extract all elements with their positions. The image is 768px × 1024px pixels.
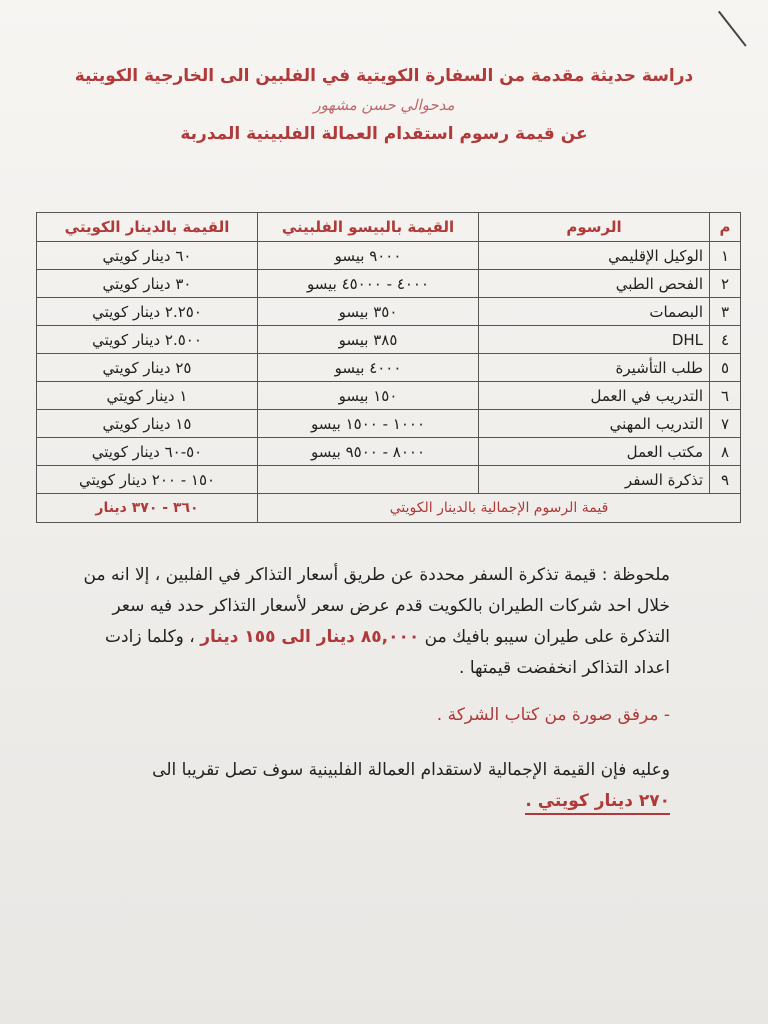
table-row [37,242,741,270]
row-fee: التدريب المهني [479,410,710,438]
row-peso: ٣٥٠ بيسو [258,298,479,326]
row-fee: تذكرة السفر [479,466,710,494]
table-row [37,438,741,466]
row-index: ٤ [710,326,741,354]
conclusion-paragraph [68,755,670,817]
row-fee: مكتب العمل [479,438,710,466]
total-label: قيمة الرسوم الإجمالية بالدينار الكويتي [258,494,741,523]
row-fee: الوكيل الإقليمي [479,242,710,270]
table-row [37,466,741,494]
row-index: ٧ [710,410,741,438]
row-kwd: ٣٠ دينار كويتي [37,270,258,298]
table-row [37,382,741,410]
row-index: ٢ [710,270,741,298]
row-fee: طلب التأشيرة [479,354,710,382]
note-paragraph [68,560,670,684]
row-peso: ٤٠٠٠ بيسو [258,354,479,382]
note-text: ملحوظة : قيمة تذكرة السفر محددة عن طريق أسعار التذاكر في الفلبين ، إلا انه من خلال احد شركات الطيران بالكويت قدم عرض سعر لأسعار التذاكر حدد فيه سعر التذكرة على طيران سيبو بافيك من [83,565,670,647]
note-highlight: ٨٥,٠٠٠ دينار الى ١٥٥ دينار [200,627,420,647]
row-peso: ٨٠٠٠ - ٩٥٠٠ بيسو [258,438,479,466]
total-row [37,494,741,523]
col-header-fee: الرسوم [479,213,710,242]
col-header-peso: القيمة بالبيسو الفلبيني [258,213,479,242]
row-index: ٣ [710,298,741,326]
document-title: دراسة حديثة مقدمة من السفارة الكويتية في الفلبين الى الخارجية الكويتية [74,66,694,86]
row-index: ٦ [710,382,741,410]
row-index: ٨ [710,438,741,466]
row-peso: ١٠٠٠ - ١٥٠٠ بيسو [258,410,479,438]
row-index: ٥ [710,354,741,382]
row-peso: ٩٠٠٠ بيسو [258,242,479,270]
table-header-row [37,213,741,242]
document-subtitle: عن قيمة رسوم استقدام العمالة الفلبينية المدربة [180,124,588,144]
note-end: ، وكلما زادت اعداد التذاكر انخفضت قيمتها . [105,627,670,678]
row-kwd: ٢٥ دينار كويتي [37,354,258,382]
row-kwd: ١ دينار كويتي [37,382,258,410]
row-kwd: ٦٠ دينار كويتي [37,242,258,270]
row-peso: ٣٨٥ بيسو [258,326,479,354]
conclusion-text: وعليه فإن القيمة الإجمالية لاستقدام العمالة الفلبينية سوف تصل تقريبا الى [152,760,670,780]
row-peso [258,466,479,494]
pen-mark [718,11,747,47]
row-fee: البصمات [479,298,710,326]
table-row [37,410,741,438]
table-row [37,270,741,298]
row-fee: DHL [479,326,710,354]
row-peso: ١٥٠ بيسو [258,382,479,410]
table-row [37,326,741,354]
row-index: ٩ [710,466,741,494]
row-kwd: ٥٠-٦٠ دينار كويتي [37,438,258,466]
table-row [37,298,741,326]
row-kwd: ١٥ دينار كويتي [37,410,258,438]
handwritten-signature: مدحوالي حسن مشهور [313,96,455,114]
col-header-kwd: القيمة بالدينار الكويتي [37,213,258,242]
col-header-index: م [710,213,741,242]
row-peso: ٤٠٠٠ - ٤٥٠٠٠ بيسو [258,270,479,298]
row-fee: التدريب في العمل [479,382,710,410]
row-index: ١ [710,242,741,270]
attachment-line: - مرفق صورة من كتاب الشركة . [436,705,670,725]
row-kwd: ٢.٢٥٠ دينار كويتي [37,298,258,326]
row-kwd: ٢.٥٠٠ دينار كويتي [37,326,258,354]
table-row [37,354,741,382]
conclusion-highlight: ٢٧٠ دينار كويتي . [525,791,670,815]
row-fee: الفحص الطبي [479,270,710,298]
total-value: ٣٦٠ - ٣٧٠ دينار [37,494,258,523]
row-kwd: ١٥٠ - ٢٠٠ دينار كويتي [37,466,258,494]
fees-table [36,212,741,523]
